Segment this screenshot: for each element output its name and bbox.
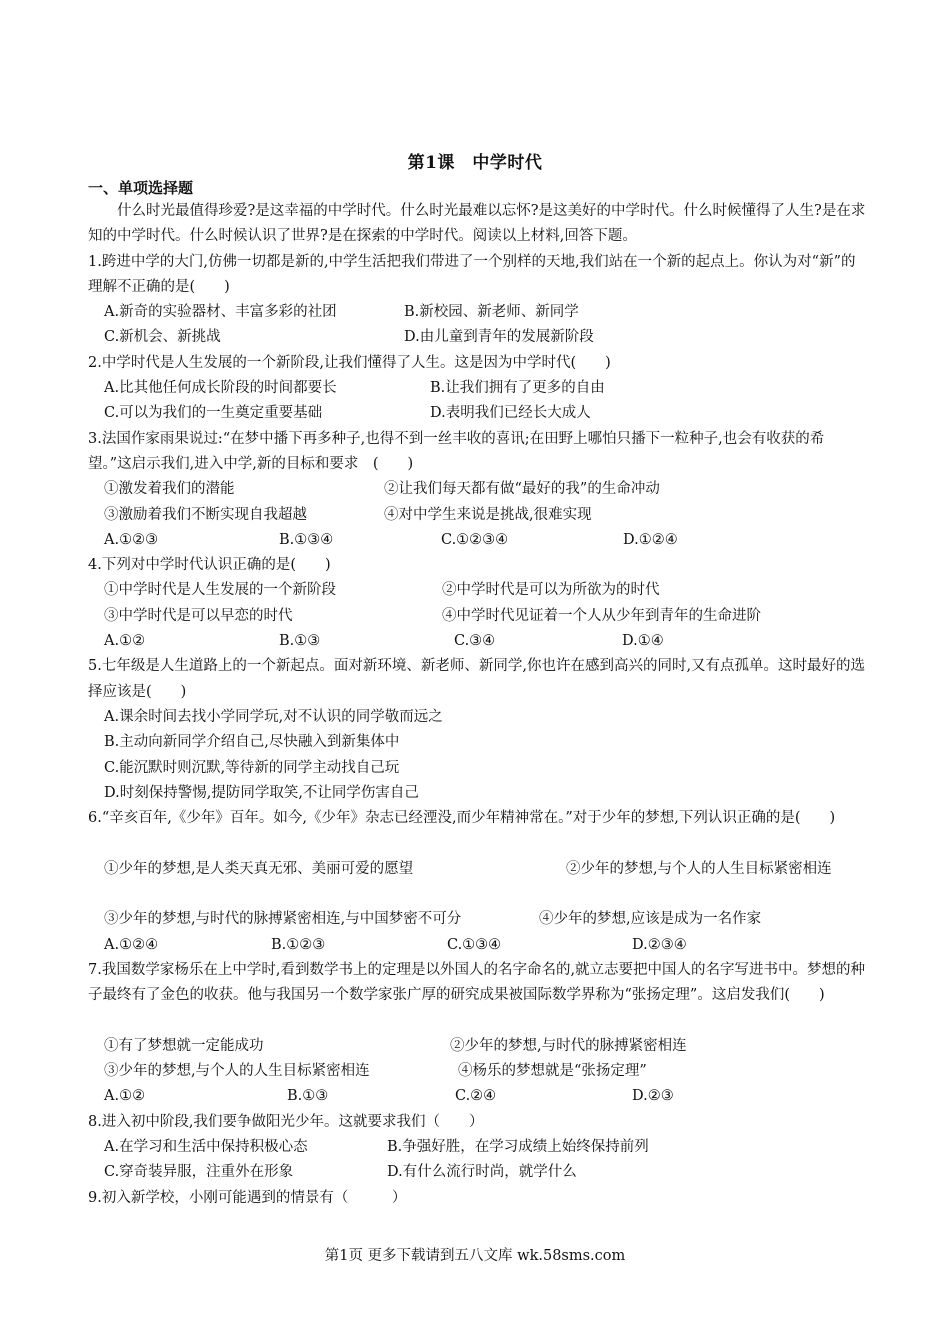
question-3-stem: 3.法国作家雨果说过:“在梦中播下再多种子,也得不到一丝丰收的喜讯;在田野上哪怕只播下一粒种子,也会有收获的希望。”这启示我们,进入中学,新的目标和要求 ( ) — [88, 430, 825, 472]
question-2-options-row2 — [88, 401, 866, 426]
question-3-statement-2: ②让我们每天都有做“最好的我”的生命冲动 — [384, 481, 660, 498]
question-8-option-c: C.穿奇装异服，注重外在形象 — [104, 1164, 294, 1181]
question-4-options — [88, 629, 866, 654]
question-7-option-b: B.①③ — [287, 1088, 329, 1105]
question-1-options-row2 — [88, 325, 866, 350]
question-2-option-d: D.表明我们已经长大成人 — [430, 405, 591, 422]
question-3-option-b: B.①③④ — [279, 531, 334, 548]
question-6-options — [88, 933, 866, 958]
question-2-option-c: C.可以为我们的一生奠定重要基础 — [104, 405, 323, 422]
question-6-statement-2: ②少年的梦想,与个人的人生目标紧密相连 — [566, 860, 832, 877]
question-6-option-a: A.①②④ — [104, 936, 159, 953]
question-list — [88, 199, 866, 1211]
question-7-stem: 7.我国数学家杨乐在上中学时,看到数学书上的定理是以外国人的名字命名的,就立志要把中国人的名字写进书中。梦想的种子最终有了金色的收获。他与我国另一个数学家张广厚的研究成果被国际数学界称为“张扬定理”。这启发我们( ) — [88, 961, 866, 1004]
question-4-option-a: A.①② — [104, 633, 146, 650]
question-8-option-d: D.有什么流行时尚，就学什么 — [387, 1164, 577, 1181]
question-7-statements-row1 — [88, 1034, 866, 1059]
question-3-options — [88, 528, 866, 553]
question-1-options-row1 — [88, 300, 866, 325]
question-5-option-a: A.课余时间去找小学同学玩,对不认识的同学敬而远之 — [104, 708, 443, 725]
question-6-option-d: D.②③④ — [632, 936, 687, 953]
question-3-statements-row1 — [88, 477, 866, 502]
question-3-statements-row2 — [88, 503, 866, 528]
question-3-option-a: A.①②③ — [104, 531, 159, 548]
intro-paragraph: 什么时光最值得珍爱?是这幸福的中学时代。什么时光最难以忘怀?是这美好的中学时代。什么时候懂得了人生?是在求知的中学时代。什么时候认识了世界?是在探索的中学时代。阅读以上材料,回答下题。 — [88, 203, 866, 245]
question-7-statements-row2 — [88, 1059, 866, 1084]
question-1-stem: 1.跨进中学的大门,仿佛一切都是新的,中学生活把我们带进了一个别样的天地,我们站在一个新的起点上。你认为对“新”的理解不正确的是( ) — [88, 253, 856, 295]
question-4-stem: 4.下列对中学时代认识正确的是( ) — [88, 557, 331, 574]
question-4-statement-4: ④中学时代见证着一个人从少年到青年的生命进阶 — [442, 607, 761, 624]
question-7-statement-1: ①有了梦想就一定能成功 — [104, 1037, 264, 1054]
question-6-option-b: B.①②③ — [271, 936, 326, 953]
question-4-statements-row2 — [88, 604, 866, 629]
question-6-statement-4: ④少年的梦想,应该是成为一名作家 — [539, 911, 762, 928]
question-6-statements-row2 — [88, 907, 866, 932]
question-9-stem: 9.初入新学校，小刚可能遇到的情景有（ ） — [88, 1189, 407, 1206]
question-2-options-row1 — [88, 376, 866, 401]
question-7-statement-4: ④杨乐的梦想就是“张扬定理” — [458, 1063, 647, 1080]
question-1-option-d: D.由儿童到青年的发展新阶段 — [404, 329, 594, 346]
question-4-statement-1: ①中学时代是人生发展的一个新阶段 — [104, 582, 336, 599]
question-5-option-d: D.时刻保持警惕,提防同学取笑,不让同学伤害自己 — [104, 784, 419, 801]
question-4-option-b: B.①③ — [279, 633, 321, 650]
question-7-statement-2: ②少年的梦想,与时代的脉搏紧密相连 — [450, 1037, 687, 1054]
question-4-option-d: D.①④ — [622, 633, 664, 650]
question-6-option-c: C.①③④ — [447, 936, 502, 953]
question-8-option-b: B.争强好胜，在学习成绩上始终保持前列 — [387, 1138, 649, 1155]
question-6-statement-3: ③少年的梦想,与时代的脉搏紧密相连,与中国梦密不可分 — [104, 911, 462, 928]
question-5-stem: 5.七年级是人生道路上的一个新起点。面对新环境、新老师、新同学,你也许在感到高兴的同时,又有点孤单。这时最好的选择应该是( ) — [88, 658, 866, 700]
question-2-option-b: B.让我们拥有了更多的自由 — [430, 380, 605, 397]
question-6-statement-1: ①少年的梦想,是人类天真无邪、美丽可爱的愿望 — [104, 860, 414, 877]
question-3-option-d: D.①②④ — [623, 531, 678, 548]
question-4-statement-2: ②中学时代是可以为所欲为的时代 — [442, 582, 660, 599]
question-4-option-c: C.③④ — [454, 633, 496, 650]
question-2-option-a: A.比其他任何成长阶段的时间都要长 — [104, 380, 337, 397]
question-8-options-row1 — [88, 1135, 866, 1160]
question-8-options-row2 — [88, 1160, 866, 1185]
lesson-title: 第1课 中学时代 — [407, 153, 543, 173]
question-5-option-c: C.能沉默时则沉默,等待新的同学主动找自己玩 — [104, 759, 400, 776]
question-8-stem: 8.进入初中阶段,我们要争做阳光少年。这就要求我们（ ） — [88, 1113, 484, 1130]
page-footer: 第1页 更多下载请到五八文库 wk.58sms.com — [324, 1248, 626, 1264]
question-4-statement-3: ③中学时代是可以早恋的时代 — [104, 607, 293, 624]
question-3-statement-4: ④对中学生来说是挑战,很难实现 — [384, 506, 592, 523]
question-7-option-c: C.②④ — [455, 1088, 497, 1105]
question-5-option-b: B.主动向新同学介绍自己,尽快融入到新集体中 — [104, 734, 400, 751]
section-heading: 一、单项选择题 — [88, 179, 194, 197]
question-1-option-c: C.新机会、新挑战 — [104, 329, 221, 346]
question-6-statements-row1 — [88, 857, 866, 908]
question-7-options — [88, 1084, 866, 1109]
question-7-option-d: D.②③ — [632, 1088, 674, 1105]
question-4-statements-row1 — [88, 578, 866, 603]
question-3-option-c: C.①②③④ — [441, 531, 509, 548]
question-7-option-a: A.①② — [104, 1088, 146, 1105]
question-1-option-a: A.新奇的实验器材、丰富多彩的社团 — [104, 304, 337, 321]
question-7-statement-3: ③少年的梦想,与个人的人生目标紧密相连 — [104, 1063, 370, 1080]
question-1-option-b: B.新校园、新老师、新同学 — [404, 304, 579, 321]
question-2-stem: 2.中学时代是人生发展的一个新阶段,让我们懂得了人生。这是因为中学时代( ) — [88, 354, 611, 371]
question-8-option-a: A.在学习和生活中保持积极心态 — [104, 1138, 308, 1155]
question-6-stem: 6.“辛亥百年,《少年》百年。如今,《少年》杂志已经湮没,而少年精神常在。”对于少年的梦想,下列认识正确的是( ) — [88, 810, 836, 827]
question-3-statement-1: ①激发着我们的潜能 — [104, 481, 235, 498]
question-3-statement-3: ③激励着我们不断实现自我超越 — [104, 506, 307, 523]
